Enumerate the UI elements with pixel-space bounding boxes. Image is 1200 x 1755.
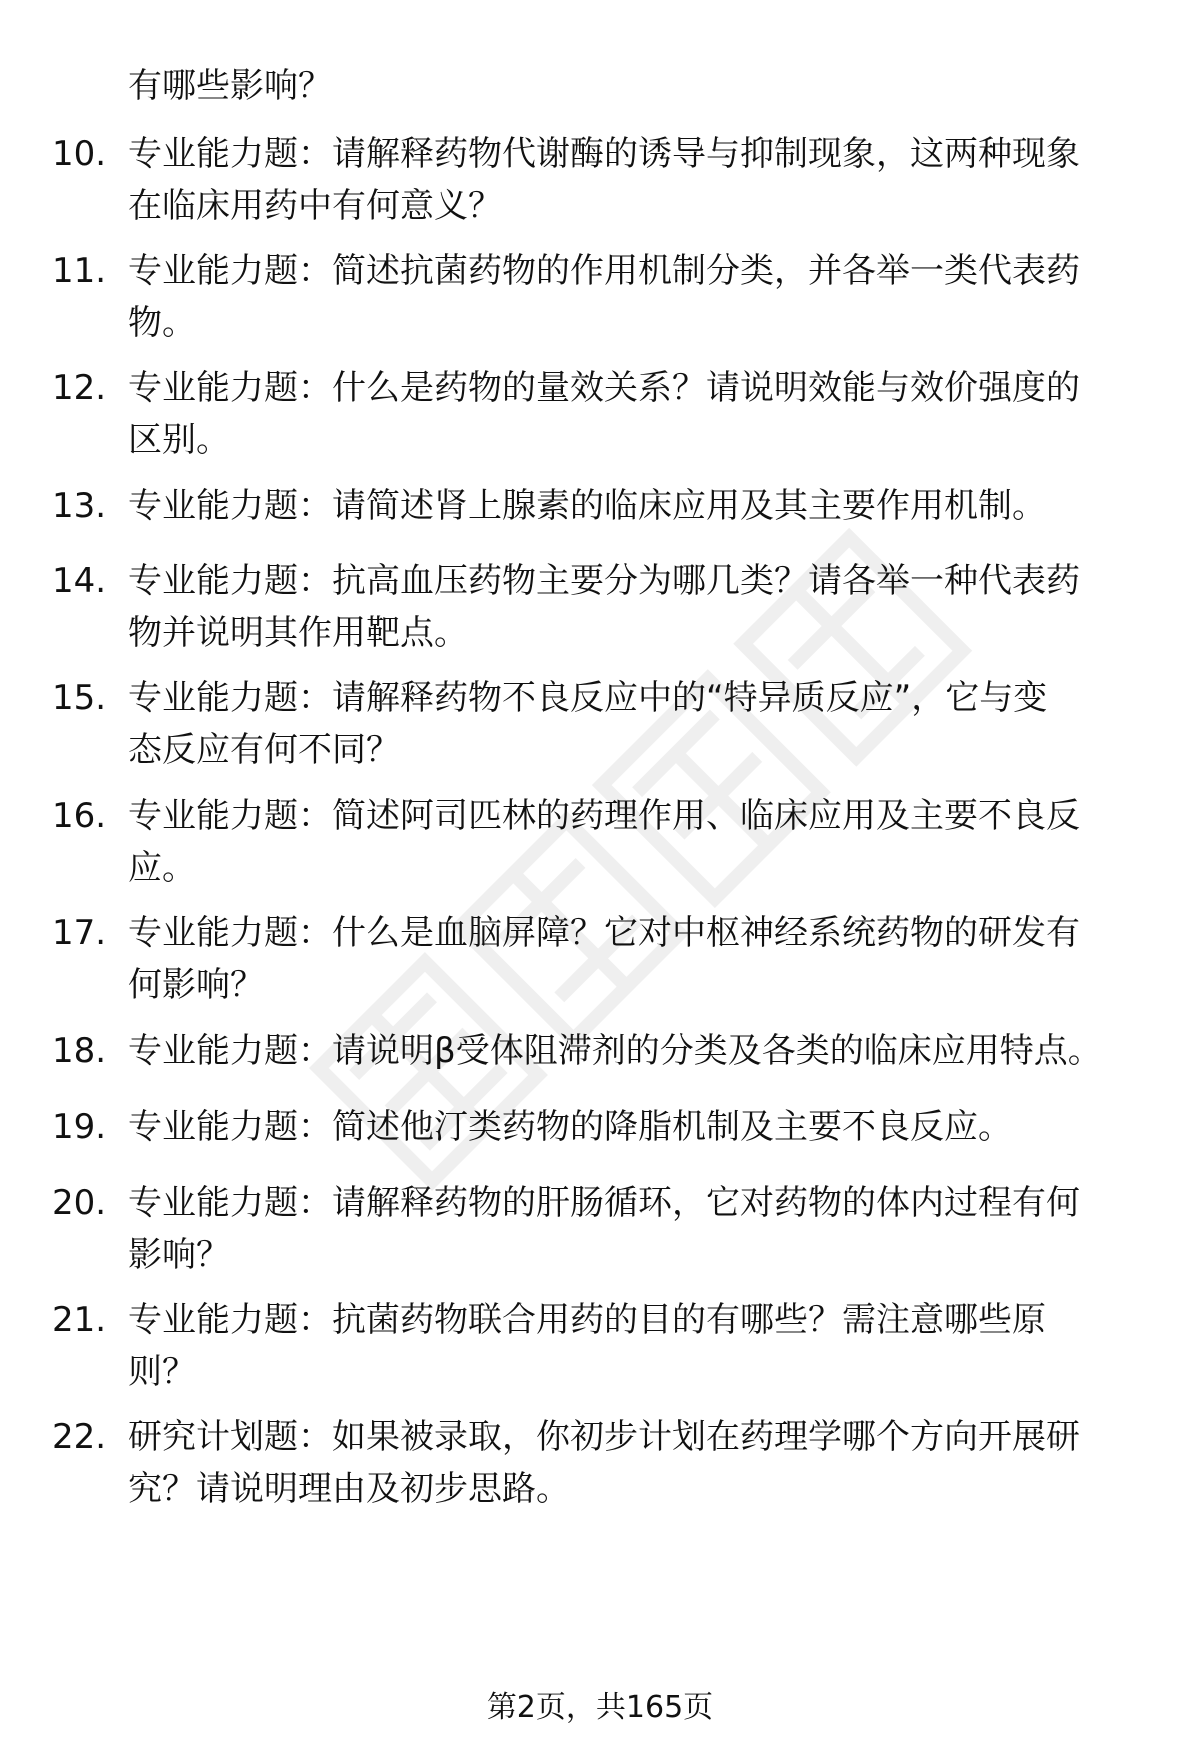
- list-item: [0, 128, 1200, 238]
- question-text: 专业能力题：抗菌药物联合用药的目的有哪些？需注意哪些原: [128, 1300, 1046, 1340]
- question-number: 19.: [52, 1107, 107, 1147]
- question-number: 12.: [52, 368, 107, 408]
- question-text: 专业能力题：请说明β受体阻滞剂的分类及各类的临床应用特点。: [128, 1031, 1102, 1071]
- question-text: 研究计划题：如果被录取，你初步计划在药理学哪个方向开展研: [128, 1417, 1080, 1457]
- question-number: 18.: [52, 1031, 107, 1071]
- question-text: 在临床用药中有何意义？: [128, 186, 502, 226]
- question-text: 究？请说明理由及初步思路。: [128, 1469, 570, 1509]
- page-footer: 第2页，共165页: [486, 1690, 714, 1725]
- list-item: [0, 555, 1200, 665]
- list-item: [0, 1294, 1200, 1404]
- question-number: 10.: [52, 134, 107, 174]
- question-number: 14.: [52, 561, 107, 601]
- list-item: [0, 1411, 1200, 1521]
- question-number: 22.: [52, 1417, 107, 1457]
- question-text: 专业能力题：简述抗菌药物的作用机制分类，并各举一类代表药: [128, 251, 1080, 291]
- list-item: [0, 907, 1200, 1017]
- question-number: 15.: [52, 678, 107, 718]
- list-item: [0, 790, 1200, 900]
- question-number: 11.: [52, 251, 107, 291]
- question-number: 20.: [52, 1183, 107, 1223]
- question-text: 专业能力题：简述阿司匹林的药理作用、临床应用及主要不良反: [128, 796, 1080, 836]
- question-number: 17.: [52, 913, 107, 953]
- list-item: [0, 672, 1200, 782]
- question-text: 物并说明其作用靶点。: [128, 613, 468, 653]
- question-text: 则？: [128, 1352, 196, 1392]
- continued-text: 有哪些影响？: [128, 66, 332, 106]
- list-item: [0, 1177, 1200, 1287]
- question-text: 物。: [128, 303, 196, 343]
- question-text: 应。: [128, 848, 196, 888]
- question-text: 专业能力题：请解释药物代谢酶的诱导与抑制现象，这两种现象: [128, 134, 1080, 174]
- question-text: 专业能力题：什么是药物的量效关系？请说明效能与效价强度的: [128, 368, 1080, 408]
- list-item: [0, 362, 1200, 472]
- question-text: 专业能力题：抗高血压药物主要分为哪几类？请各举一种代表药: [128, 561, 1080, 601]
- question-text: 专业能力题：什么是血脑屏障？它对中枢神经系统药物的研发有: [128, 913, 1080, 953]
- question-text: 专业能力题：请解释药物不良反应中的“特异质反应”，它与变: [128, 678, 1048, 718]
- question-text: 区别。: [128, 420, 230, 460]
- question-number: 13.: [52, 486, 107, 526]
- question-text: 态反应有何不同？: [128, 730, 400, 770]
- question-text: 专业能力题：简述他汀类药物的降脂机制及主要不良反应。: [128, 1107, 1012, 1147]
- list-item: [0, 245, 1200, 355]
- question-number: 21.: [52, 1300, 107, 1340]
- question-number: 16.: [52, 796, 107, 836]
- question-text: 专业能力题：请简述肾上腺素的临床应用及其主要作用机制。: [128, 486, 1046, 526]
- question-text: 专业能力题：请解释药物的肝肠循环，它对药物的体内过程有何: [128, 1183, 1080, 1223]
- question-text: 影响？: [128, 1235, 230, 1275]
- question-text: 何影响？: [128, 965, 264, 1005]
